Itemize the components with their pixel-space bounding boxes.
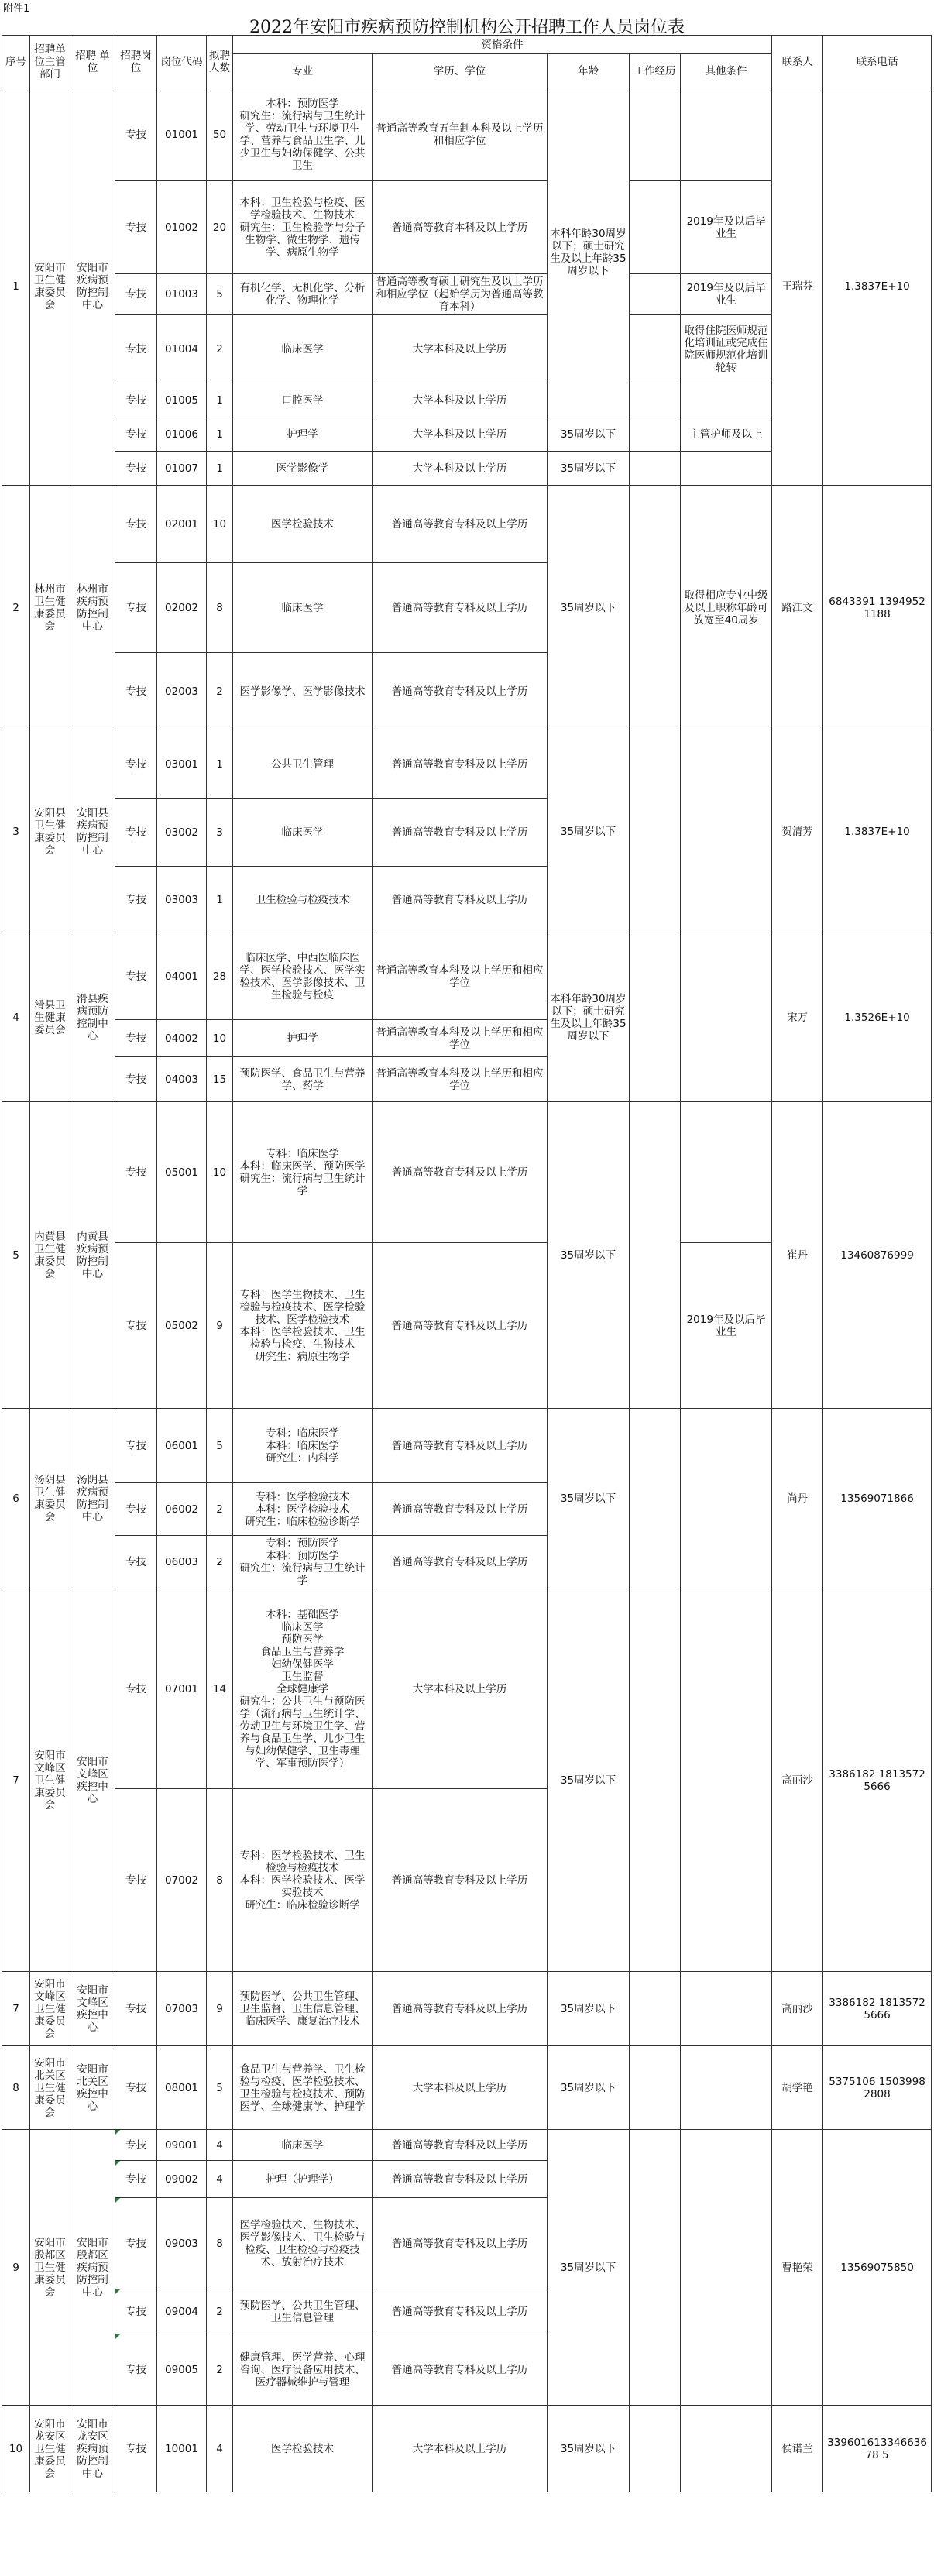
- cell-count: 10: [207, 486, 233, 563]
- cell-other: 取得住院医师规范化培训证或完成住院医师规范化培训轮转: [681, 315, 772, 383]
- cell-post-code: 09005: [157, 2334, 207, 2406]
- cell-unit: 安阳市文峰区疾控中心: [70, 1972, 115, 2046]
- cell-other: 主管护师及以上: [681, 417, 772, 452]
- cell-dept: 安阳市文峰区卫生健康委员会: [30, 1589, 70, 1972]
- cell-count: 5: [207, 274, 233, 315]
- header-education: 学历、学位: [373, 54, 548, 88]
- cell-major: 有机化学、无机化学、分析化学、物理化学: [233, 274, 373, 315]
- cell-other: 2019年及以后毕业生: [681, 1243, 772, 1409]
- cell-work: [630, 181, 681, 274]
- table-row: [2, 2130, 932, 2161]
- cell-post-code: 01002: [157, 181, 207, 274]
- cell-post-code: 02002: [157, 563, 207, 653]
- header-age: 年龄: [548, 54, 630, 88]
- header-phone: 联系电话: [823, 36, 932, 88]
- cell-dept: 安阳市文峰区卫生健康委员会: [30, 1972, 70, 2046]
- cell-major: 本科：基础医学 临床医学 预防医学 食品卫生与营养学 妇幼保健医学 卫生监督 全球健康学 研究生：公共卫生与预防医学（流行病与卫生统计学、劳动卫生与环境卫生学、营养与食品卫生学、儿少卫生与妇幼保健学、卫生毒理学、军事预防医学）: [233, 1589, 373, 1789]
- cell-education: 普通高等教育专科及以上学历: [373, 2161, 548, 2198]
- cell-education: 大学本科及以上学历: [373, 452, 548, 486]
- header-count: 拟聘人数: [207, 36, 233, 88]
- cell-work: [630, 452, 681, 486]
- cell-education: 普通高等教育专科及以上学历: [373, 1536, 548, 1589]
- cell-count: 4: [207, 2130, 233, 2161]
- cell-count: 9: [207, 1972, 233, 2046]
- cell-count: 8: [207, 1789, 233, 1972]
- cell-other: [681, 2406, 772, 2492]
- cell-phone: 1.3837E+10: [823, 730, 932, 933]
- cell-seq: 5: [2, 1102, 30, 1409]
- header-unit: 招聘 单位: [70, 36, 115, 88]
- cell-work: [630, 274, 681, 315]
- cell-post-type: 专技: [115, 383, 157, 417]
- cell-contact: 曹艳荣: [772, 2130, 823, 2406]
- cell-post-type: 专技: [115, 2161, 157, 2198]
- cell-major: 专科：医学生物技术、卫生检验与检疫技术、医学检验技术、医学检验技术 本科：医学检验技术、卫生检验与检疫、生物技术 研究生：病原生物学: [233, 1243, 373, 1409]
- cell-phone: 6843391 13949521188: [823, 486, 932, 730]
- cell-education: 大学本科及以上学历: [373, 2046, 548, 2130]
- cell-major: 临床医学、中西医临床医学、医学检验技术、医学实验技术、医学影像技术、卫生检验与检疫: [233, 933, 373, 1020]
- cell-post-type: 专技: [115, 1020, 157, 1057]
- cell-post-code: 01007: [157, 452, 207, 486]
- cell-unit: 安阳市龙安区疾病预防控制中心: [70, 2406, 115, 2492]
- cell-phone: 13569071866: [823, 1409, 932, 1589]
- cell-count: 15: [207, 1057, 233, 1102]
- cell-major: 专科：临床医学 本科：临床医学、预防医学 研究生：流行病与卫生统计学: [233, 1102, 373, 1243]
- cell-post-code: 09002: [157, 2161, 207, 2198]
- cell-major: 口腔医学: [233, 383, 373, 417]
- cell-education: 普通高等教育专科及以上学历: [373, 2334, 548, 2406]
- cell-age: 35周岁以下: [548, 1409, 630, 1589]
- cell-post-code: 03003: [157, 867, 207, 933]
- cell-major: 专科：预防医学 本科：预防医学 研究生：流行病与卫生统计学: [233, 1536, 373, 1589]
- cell-post-code: 09001: [157, 2130, 207, 2161]
- cell-post-type: 专技: [115, 933, 157, 1020]
- cell-phone: 3386182 18135725666: [823, 1589, 932, 1972]
- cell-post-code: 07001: [157, 1589, 207, 1789]
- header-type: 招聘岗位: [115, 36, 157, 88]
- cell-count: 4: [207, 2406, 233, 2492]
- cell-other: [681, 2046, 772, 2130]
- attachment-label: 附件1: [3, 3, 30, 15]
- cell-post-code: 01005: [157, 383, 207, 417]
- cell-phone: 5375106 15039982808: [823, 2046, 932, 2130]
- table-row: [2, 2046, 932, 2130]
- cell-post-code: 01001: [157, 88, 207, 181]
- cell-seq: 3: [2, 730, 30, 933]
- cell-count: 10: [207, 1020, 233, 1057]
- cell-post-type: 专技: [115, 452, 157, 486]
- header-other: 其他条件: [681, 54, 772, 88]
- cell-work: [630, 933, 681, 1102]
- cell-major: 临床医学: [233, 799, 373, 867]
- cell-major: 护理学: [233, 1020, 373, 1057]
- cell-dept: 内黄县卫生健康委员会: [30, 1102, 70, 1409]
- cell-post-code: 05002: [157, 1243, 207, 1409]
- cell-phone: 1.3526E+10: [823, 933, 932, 1102]
- cell-post-code: 10001: [157, 2406, 207, 2492]
- cell-education: 普通高等教育五年制本科及以上学历和相应学位: [373, 88, 548, 181]
- cell-post-type: 专技: [115, 563, 157, 653]
- cell-post-type: 专技: [115, 315, 157, 383]
- cell-work: [630, 417, 681, 452]
- cell-work: [630, 2406, 681, 2492]
- cell-post-code: 06001: [157, 1409, 207, 1483]
- cell-major: 预防医学、公共卫生管理、卫生信息管理: [233, 2289, 373, 2334]
- cell-post-type: 专技: [115, 1536, 157, 1589]
- cell-post-type: 专技: [115, 2406, 157, 2492]
- cell-major: 医学检验技术: [233, 486, 373, 563]
- cell-age: 35周岁以下: [548, 1102, 630, 1409]
- cell-major: 专科：医学检验技术、卫生检验与检疫技术 本科：医学检验技术、医学实验技术 研究生：临床检验诊断学: [233, 1789, 373, 1972]
- cell-other: [681, 1589, 772, 1972]
- header-dept: 招聘单位主管部门: [30, 36, 70, 88]
- cell-seq: 6: [2, 1409, 30, 1589]
- cell-work: [630, 383, 681, 417]
- cell-post-code: 06003: [157, 1536, 207, 1589]
- cell-contact: 王瑞芬: [772, 88, 823, 486]
- cell-contact: 崔丹: [772, 1102, 823, 1409]
- cell-post-code: 09004: [157, 2289, 207, 2334]
- header-code: 岗位代码: [157, 36, 207, 88]
- cell-unit: 安阳市北关区疾控中心: [70, 2046, 115, 2130]
- cell-other: [681, 1972, 772, 2046]
- cell-age: 35周岁以下: [548, 452, 630, 486]
- cell-contact: 路江文: [772, 486, 823, 730]
- cell-dept: 安阳市殷都区卫生健康委员会: [30, 2130, 70, 2406]
- cell-seq: 2: [2, 486, 30, 730]
- cell-unit: 安阳县疾病预防控制中心: [70, 730, 115, 933]
- cell-age: 本科年龄30周岁以下；硕士研究生及以上年龄35周岁以下: [548, 933, 630, 1102]
- cell-count: 1: [207, 452, 233, 486]
- cell-post-code: 09003: [157, 2198, 207, 2289]
- cell-education: 普通高等教育专科及以上学历: [373, 653, 548, 730]
- cell-major: 卫生检验与检疫技术: [233, 867, 373, 933]
- cell-count: 2: [207, 315, 233, 383]
- table-row: [2, 1972, 932, 2046]
- cell-age: 35周岁以下: [548, 2406, 630, 2492]
- header-seq: 序号: [2, 36, 30, 88]
- cell-contact: 胡学艳: [772, 2046, 823, 2130]
- cell-contact: 宋万: [772, 933, 823, 1102]
- page-title: 2022年安阳市疾病预防控制机构公开招聘工作人员岗位表: [249, 18, 685, 37]
- cell-post-code: 07002: [157, 1789, 207, 1972]
- cell-education: 普通高等教育本科及以上学历: [373, 181, 548, 274]
- cell-education: 普通高等教育专科及以上学历: [373, 799, 548, 867]
- cell-work: [630, 1589, 681, 1972]
- cell-work: [630, 88, 681, 181]
- cell-major: 食品卫生与营养学、卫生检验与检疫、医学检验技术、卫生检验与检疫技术、预防医学、全球健康学、护理学: [233, 2046, 373, 2130]
- cell-post-code: 01004: [157, 315, 207, 383]
- cell-work: [630, 1972, 681, 2046]
- cell-education: 普通高等教育专科及以上学历: [373, 1409, 548, 1483]
- cell-major: 护理学: [233, 417, 373, 452]
- cell-major: 预防医学、食品卫生与营养学、药学: [233, 1057, 373, 1102]
- cell-unit: 林州市疾病预防控制中心: [70, 486, 115, 730]
- cell-other: 取得相应专业中级及以上职称年龄可放宽至40周岁: [681, 486, 772, 730]
- table-row: [2, 1102, 932, 1243]
- cell-major: 本科：预防医学 研究生：流行病与卫生统计学、劳动卫生与环境卫生学、营养与食品卫生学、儿少卫生与妇幼保健学、公共卫生: [233, 88, 373, 181]
- cell-post-code: 05001: [157, 1102, 207, 1243]
- cell-education: 普通高等教育专科及以上学历: [373, 2289, 548, 2334]
- table-row: [2, 88, 932, 181]
- cell-phone: 3386182 18135725666: [823, 1972, 932, 2046]
- cell-unit: 内黄县疾病预防控制中心: [70, 1102, 115, 1409]
- cell-unit: 汤阴县疾病预防控制中心: [70, 1409, 115, 1589]
- cell-work: [630, 315, 681, 383]
- cell-post-code: 02001: [157, 486, 207, 563]
- cell-education: 普通高等教育专科及以上学历: [373, 1243, 548, 1409]
- cell-post-type: 专技: [115, 88, 157, 181]
- cell-education: 普通高等教育本科及以上学历和相应学位: [373, 1020, 548, 1057]
- cell-phone: 33960161334663678 5: [823, 2406, 932, 2492]
- table-row: [2, 486, 932, 563]
- cell-post-type: 专技: [115, 486, 157, 563]
- table-row: [2, 2406, 932, 2492]
- cell-other: [681, 1409, 772, 1589]
- cell-count: 14: [207, 1589, 233, 1789]
- cell-dept: 安阳市龙安区卫生健康委员会: [30, 2406, 70, 2492]
- cell-education: 普通高等教育专科及以上学历: [373, 730, 548, 799]
- cell-other: [681, 452, 772, 486]
- header-major: 专业: [233, 54, 373, 88]
- cell-post-type: 专技: [115, 1972, 157, 2046]
- cell-post-type: 专技: [115, 1483, 157, 1536]
- cell-major: 医学检验技术: [233, 2406, 373, 2492]
- cell-unit: 安阳市殷都区疾病预防控制中心: [70, 2130, 115, 2406]
- cell-dept: 林州市卫生健康委员会: [30, 486, 70, 730]
- cell-count: 2: [207, 2289, 233, 2334]
- cell-post-code: 08001: [157, 2046, 207, 2130]
- cell-post-code: 03001: [157, 730, 207, 799]
- cell-post-type: 专技: [115, 653, 157, 730]
- cell-count: 2: [207, 653, 233, 730]
- cell-education: 普通高等教育专科及以上学历: [373, 2198, 548, 2289]
- cell-education: 普通高等教育专科及以上学历: [373, 1972, 548, 2046]
- cell-post-type: 专技: [115, 1789, 157, 1972]
- cell-count: 1: [207, 383, 233, 417]
- cell-other: 2019年及以后毕业生: [681, 274, 772, 315]
- cell-post-type: 专技: [115, 799, 157, 867]
- cell-education: 普通高等教育专科及以上学历: [373, 563, 548, 653]
- cell-post-type: 专技: [115, 2289, 157, 2334]
- cell-contact: 侯诺兰: [772, 2406, 823, 2492]
- cell-unit: 安阳市疾病预防控制中心: [70, 88, 115, 486]
- cell-phone: 13460876999: [823, 1102, 932, 1409]
- cell-major: 临床医学: [233, 2130, 373, 2161]
- cell-count: 1: [207, 417, 233, 452]
- cell-major: 健康管理、医学营养、心理咨询、医疗设备应用技术、医疗器械维护与管理: [233, 2334, 373, 2406]
- cell-post-type: 专技: [115, 1102, 157, 1243]
- cell-seq: 4: [2, 933, 30, 1102]
- cell-count: 28: [207, 933, 233, 1020]
- cell-seq: 7: [2, 1972, 30, 2046]
- cell-education: 普通高等教育专科及以上学历: [373, 1483, 548, 1536]
- cell-count: 2: [207, 1536, 233, 1589]
- cell-dept: 汤阴县卫生健康委员会: [30, 1409, 70, 1589]
- cell-major: 临床医学: [233, 315, 373, 383]
- cell-post-type: 专技: [115, 2198, 157, 2289]
- cell-post-type: 专技: [115, 867, 157, 933]
- cell-count: 2: [207, 1483, 233, 1536]
- cell-count: 5: [207, 2046, 233, 2130]
- cell-post-code: 01006: [157, 417, 207, 452]
- cell-education: 普通高等教育专科及以上学历: [373, 2130, 548, 2161]
- cell-post-type: 专技: [115, 181, 157, 274]
- cell-education: 大学本科及以上学历: [373, 315, 548, 383]
- cell-other: [681, 2130, 772, 2406]
- header-contact: 联系人: [772, 36, 823, 88]
- cell-major: 公共卫生管理: [233, 730, 373, 799]
- cell-dept: 安阳县卫生健康委员会: [30, 730, 70, 933]
- cell-work: [630, 1409, 681, 1589]
- cell-count: 20: [207, 181, 233, 274]
- cell-seq: 8: [2, 2046, 30, 2130]
- cell-post-code: 06002: [157, 1483, 207, 1536]
- cell-post-code: 04003: [157, 1057, 207, 1102]
- cell-education: 普通高等教育硕士研究生及以上学历和相应学位（起始学历为普通高等教育本科）: [373, 274, 548, 315]
- cell-education: 普通高等教育本科及以上学历和相应学位: [373, 933, 548, 1020]
- cell-count: 2: [207, 2334, 233, 2406]
- cell-contact: 贺清芳: [772, 730, 823, 933]
- cell-dept: 安阳市北关区卫生健康委员会: [30, 2046, 70, 2130]
- cell-other: [681, 1102, 772, 1243]
- cell-post-code: 04002: [157, 1020, 207, 1057]
- cell-count: 9: [207, 1243, 233, 1409]
- cell-age: 35周岁以下: [548, 1589, 630, 1972]
- cell-age: 35周岁以下: [548, 417, 630, 452]
- cell-count: 1: [207, 867, 233, 933]
- cell-work: [630, 730, 681, 933]
- cell-other: [681, 933, 772, 1102]
- cell-post-type: 专技: [115, 1409, 157, 1483]
- cell-education: 普通高等教育专科及以上学历: [373, 867, 548, 933]
- cell-major: 医学影像学、医学影像技术: [233, 653, 373, 730]
- cell-education: 大学本科及以上学历: [373, 383, 548, 417]
- cell-post-type: 专技: [115, 417, 157, 452]
- cell-education: 大学本科及以上学历: [373, 2406, 548, 2492]
- cell-major: 预防医学、公共卫生管理、卫生监督、卫生信息管理、临床医学、康复治疗技术: [233, 1972, 373, 2046]
- cell-seq: 1: [2, 88, 30, 486]
- cell-other: [681, 383, 772, 417]
- cell-major: 医学检验技术、生物技术、医学影像技术、卫生检验与检疫、卫生检验与检疫技术、放射治疗技术: [233, 2198, 373, 2289]
- cell-phone: 13569075850: [823, 2130, 932, 2406]
- cell-work: [630, 2046, 681, 2130]
- cell-other: 2019年及以后毕业生: [681, 181, 772, 274]
- cell-post-type: 专技: [115, 2046, 157, 2130]
- cell-post-code: 02003: [157, 653, 207, 730]
- cell-education: 普通高等教育专科及以上学历: [373, 486, 548, 563]
- cell-age: 35周岁以下: [548, 730, 630, 933]
- cell-age: 35周岁以下: [548, 486, 630, 730]
- cell-count: 50: [207, 88, 233, 181]
- cell-education: 大学本科及以上学历: [373, 1589, 548, 1789]
- cell-count: 5: [207, 1409, 233, 1483]
- cell-post-code: 04001: [157, 933, 207, 1020]
- cell-post-type: 专技: [115, 1589, 157, 1789]
- cell-count: 4: [207, 2161, 233, 2198]
- cell-major: 专科：医学检验技术 本科：医学检验技术 研究生：临床检验诊断学: [233, 1483, 373, 1536]
- cell-seq: 9: [2, 2130, 30, 2406]
- header-qualifications: 资格条件: [233, 36, 772, 54]
- table-row: [2, 1589, 932, 1789]
- cell-education: 普通高等教育专科及以上学历: [373, 1789, 548, 1972]
- cell-count: 10: [207, 1102, 233, 1243]
- cell-contact: 高丽沙: [772, 1972, 823, 2046]
- cell-dept: 安阳市卫生健康委员会: [30, 88, 70, 486]
- cell-post-code: 07003: [157, 1972, 207, 2046]
- header-work-experience: 工作经历: [630, 54, 681, 88]
- cell-age: 本科年龄30周岁以下；硕士研究生及以上年龄35周岁以下: [548, 88, 630, 417]
- recruitment-table: [2, 35, 932, 2492]
- cell-dept: 滑县卫生健康委员会: [30, 933, 70, 1102]
- cell-post-type: 专技: [115, 730, 157, 799]
- cell-post-type: 专技: [115, 1057, 157, 1102]
- cell-other: [681, 88, 772, 181]
- cell-seq: 10: [2, 2406, 30, 2492]
- cell-major: 临床医学: [233, 563, 373, 653]
- cell-post-type: 专技: [115, 274, 157, 315]
- cell-contact: 尚丹: [772, 1409, 823, 1589]
- cell-unit: 安阳市文峰区疾控中心: [70, 1589, 115, 1972]
- table-row: [2, 1409, 932, 1483]
- cell-major: 护理（护理学）: [233, 2161, 373, 2198]
- cell-post-type: 专技: [115, 2334, 157, 2406]
- cell-post-type: 专技: [115, 2130, 157, 2161]
- cell-major: 本科：卫生检验与检疫、医学检验技术、生物技术 研究生：卫生检验学与分子生物学、微生物学、遗传学、病原生物学: [233, 181, 373, 274]
- cell-age: 35周岁以下: [548, 2046, 630, 2130]
- cell-age: 35周岁以下: [548, 2130, 630, 2406]
- cell-work: [630, 2130, 681, 2406]
- cell-major: 专科：临床医学 本科：临床医学 研究生：内科学: [233, 1409, 373, 1483]
- cell-work: [630, 486, 681, 730]
- cell-count: 3: [207, 799, 233, 867]
- cell-post-code: 03002: [157, 799, 207, 867]
- cell-contact: 高丽沙: [772, 1589, 823, 1972]
- cell-count: 8: [207, 2198, 233, 2289]
- cell-count: 8: [207, 563, 233, 653]
- cell-age: 35周岁以下: [548, 1972, 630, 2046]
- cell-other: [681, 730, 772, 933]
- table-row: [2, 730, 932, 799]
- cell-major: 医学影像学: [233, 452, 373, 486]
- table-row: [2, 933, 932, 1020]
- cell-education: 普通高等教育本科及以上学历和相应学位: [373, 1057, 548, 1102]
- cell-seq: 7: [2, 1589, 30, 1972]
- cell-post-type: 专技: [115, 1243, 157, 1409]
- cell-unit: 滑县疾病预防控制中心: [70, 933, 115, 1102]
- cell-phone: 1.3837E+10: [823, 88, 932, 486]
- cell-count: 1: [207, 730, 233, 799]
- cell-education: 大学本科及以上学历: [373, 417, 548, 452]
- cell-education: 普通高等教育专科及以上学历: [373, 1102, 548, 1243]
- cell-post-code: 01003: [157, 274, 207, 315]
- cell-work: [630, 1102, 681, 1409]
